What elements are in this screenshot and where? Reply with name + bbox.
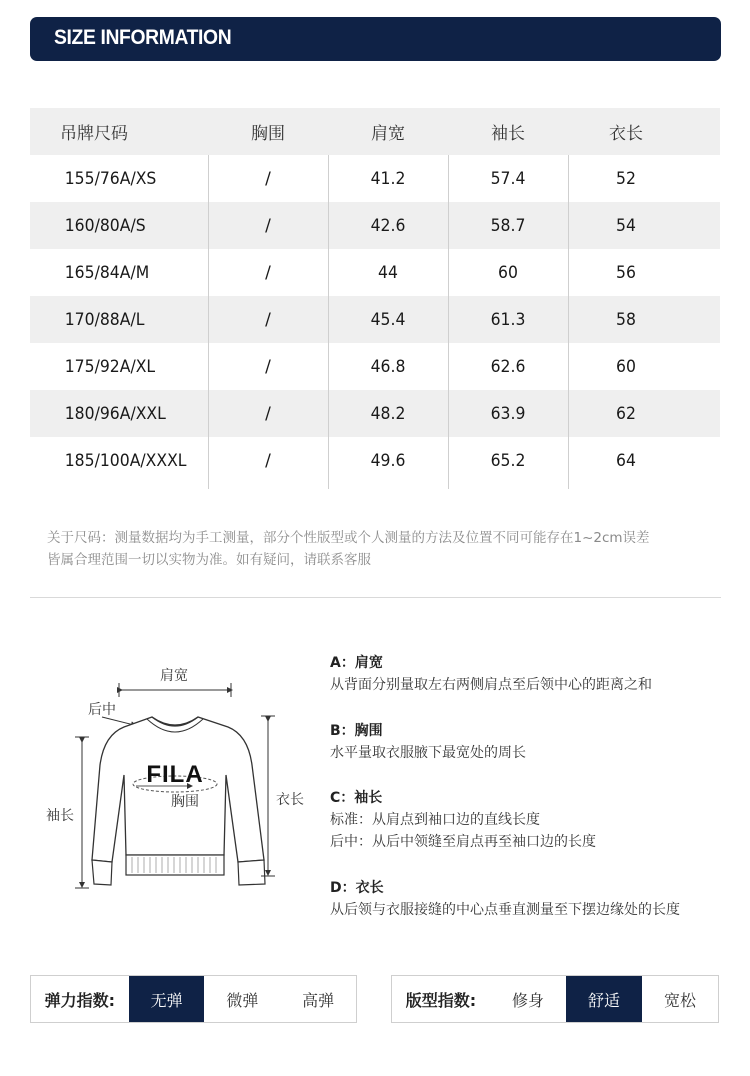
cell-shoulder: 48.2	[370, 403, 406, 424]
label-sleeve: 袖长	[46, 808, 74, 824]
desc-title: B：胸围	[330, 723, 383, 739]
desc-length	[330, 877, 730, 921]
cell-shoulder: 49.6	[370, 450, 406, 471]
fit-label: 版型指数:	[405, 990, 477, 1010]
cell-sleeve: 62.6	[490, 356, 526, 377]
cell-shoulder: 46.8	[370, 356, 406, 377]
header-chest: 胸围	[251, 124, 285, 144]
desc-text: 水平量取衣服腋下最宽处的周长	[330, 745, 526, 761]
cell-chest: /	[265, 403, 271, 424]
cell-size: 155/76A/XS	[64, 168, 157, 189]
cell-sleeve: 60	[498, 262, 518, 283]
cell-chest: /	[265, 309, 271, 330]
cell-size: 185/100A/XXXL	[64, 450, 187, 471]
fit-option-slim[interactable]: 修身	[511, 990, 544, 1010]
table-row	[30, 249, 720, 296]
cell-sleeve: 63.9	[490, 403, 526, 424]
section-divider	[30, 597, 721, 598]
cell-shoulder: 45.4	[370, 309, 406, 330]
desc-title: A：肩宽	[330, 655, 383, 671]
size-info-banner	[30, 17, 721, 61]
cell-length: 62	[616, 403, 636, 424]
desc-text: 后中：从后中领缝至肩点再至袖口边的长度	[330, 834, 596, 850]
cell-chest: /	[265, 262, 271, 283]
cell-shoulder: 41.2	[370, 168, 406, 189]
cell-sleeve: 61.3	[490, 309, 526, 330]
cell-length: 64	[616, 450, 636, 471]
cell-chest: /	[265, 168, 271, 189]
desc-shoulder	[330, 652, 730, 696]
column-divider	[568, 155, 569, 489]
label-shoulder: 肩宽	[160, 668, 188, 684]
elasticity-index	[30, 975, 357, 1023]
cell-length: 54	[616, 215, 636, 236]
column-divider	[328, 155, 329, 489]
cell-size: 175/92A/XL	[64, 356, 156, 377]
cell-length: 56	[616, 262, 636, 283]
cell-length: 52	[616, 168, 636, 189]
label-length: 衣长	[276, 792, 304, 808]
cell-size: 170/88A/L	[64, 309, 145, 330]
cell-chest: /	[265, 215, 271, 236]
header-length: 衣长	[609, 124, 643, 144]
header-shoulder: 肩宽	[371, 124, 405, 144]
label-chest: 胸围	[171, 794, 199, 810]
cell-size: 165/84A/M	[64, 262, 150, 283]
cell-chest: /	[265, 356, 271, 377]
cell-sleeve: 65.2	[490, 450, 526, 471]
fit-option-comfort[interactable]: 舒适	[566, 976, 642, 1022]
table-row	[30, 202, 720, 249]
column-divider	[448, 155, 449, 489]
size-note-line: 皆属合理范围一切以实物为准。如有疑问，请联系客服	[47, 552, 371, 568]
size-note-line: 关于尺码：测量数据均为手工测量，部分个性版型或个人测量的方法及位置不同可能存在1~2cm误差	[47, 530, 650, 546]
table-row	[30, 437, 720, 484]
fit-option-loose[interactable]: 宽松	[663, 990, 696, 1010]
size-note	[47, 527, 727, 571]
label-back-center: 后中	[88, 702, 116, 718]
fit-index	[391, 975, 719, 1023]
cell-sleeve: 58.7	[490, 215, 526, 236]
cell-size: 160/80A/S	[64, 215, 146, 236]
cell-length: 58	[616, 309, 636, 330]
table-header-row	[30, 108, 720, 155]
table-row	[30, 343, 720, 390]
header-sleeve: 袖长	[491, 124, 525, 144]
desc-text: 从背面分别量取左右两侧肩点至后领中心的距离之和	[330, 677, 652, 693]
table-row	[30, 296, 720, 343]
cell-shoulder: 44	[378, 262, 398, 283]
size-table	[30, 108, 720, 484]
cell-size: 180/96A/XXL	[64, 403, 166, 424]
desc-text: 标准：从肩点到袖口边的直线长度	[330, 812, 540, 828]
elasticity-option-none[interactable]: 无弹	[129, 976, 205, 1022]
cell-length: 60	[616, 356, 636, 377]
table-row	[30, 390, 720, 437]
cell-shoulder: 42.6	[370, 215, 406, 236]
garment-measurement-diagram	[40, 655, 320, 900]
elasticity-option-slight[interactable]: 微弹	[226, 990, 259, 1010]
elasticity-label: 弹力指数:	[44, 990, 116, 1010]
desc-chest	[330, 720, 730, 764]
table-row	[30, 155, 720, 202]
cell-sleeve: 57.4	[490, 168, 526, 189]
sweatshirt-illustration	[40, 655, 320, 900]
fila-logo: FILA	[146, 761, 204, 788]
column-divider	[208, 155, 209, 489]
desc-sleeve	[330, 787, 730, 853]
desc-title: C：袖长	[330, 790, 383, 806]
cell-chest: /	[265, 450, 271, 471]
desc-text: 从后领与衣服接缝的中心点垂直测量至下摆边缘处的长度	[330, 902, 680, 918]
header-size: 吊牌尺码	[60, 124, 128, 144]
desc-title: D：衣长	[330, 880, 384, 896]
elasticity-option-high[interactable]: 高弹	[302, 990, 335, 1010]
banner-title: SIZE INFORMATION	[54, 26, 232, 49]
